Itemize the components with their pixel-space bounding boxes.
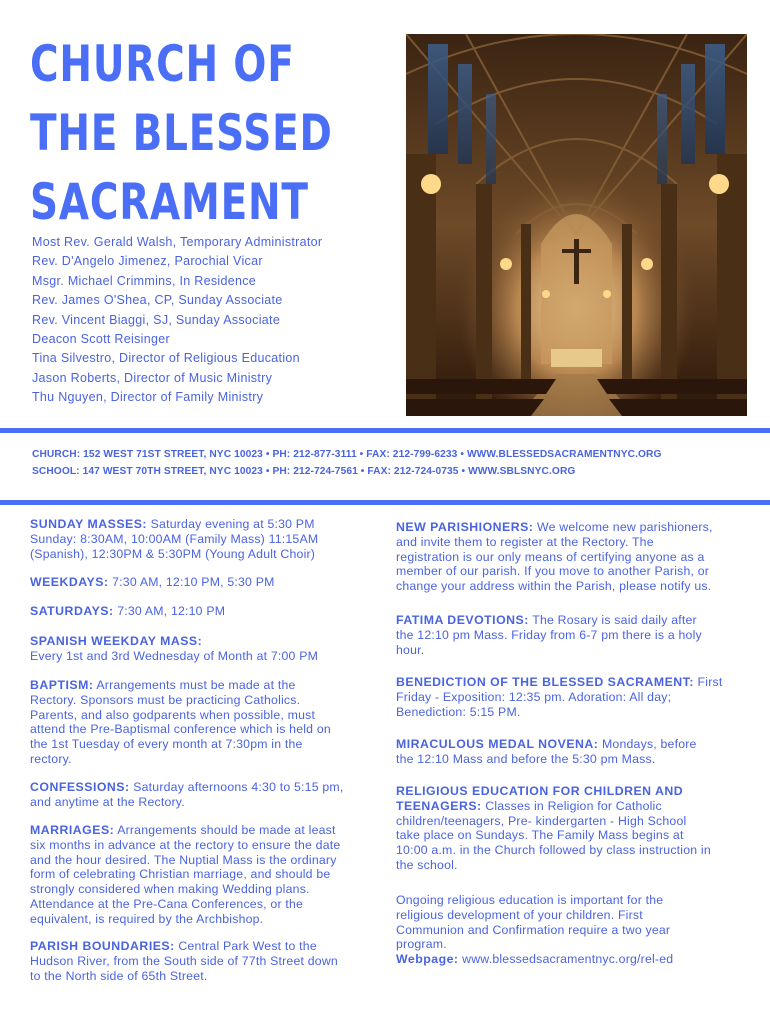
section-label: BAPTISM: <box>30 678 94 692</box>
section-text: Ongoing religious education is important for the <box>396 893 664 907</box>
marriages-section <box>30 823 378 927</box>
section-text: Rectory. Sponsors must be practicing Catholics. <box>30 692 301 707</box>
section-text: rectory. <box>30 751 72 766</box>
title-line: THE BLESSED <box>30 104 333 162</box>
section-text: children/teenagers, Pre- kindergarten - High School <box>396 813 687 828</box>
section-text: (Spanish), 12:30PM & 5:30PM (Young Adult Choir) <box>30 546 316 561</box>
section-text: hour. <box>396 642 425 657</box>
section-label: WEEKDAYS: <box>30 575 109 589</box>
section-text: the school. <box>396 857 458 872</box>
section-text: and invite them to register at the Rectory. The <box>396 534 654 549</box>
section-label: RELIGIOUS EDUCATION FOR CHILDREN AND <box>396 784 684 798</box>
section-text: Classes in Religion for Catholic <box>481 798 662 813</box>
section-text: Saturday afternoons 4:30 to 5:15 pm, <box>129 780 344 794</box>
section-label: CONFESSIONS: <box>30 780 130 794</box>
section-text: Saturday evening at 5:30 PM <box>147 517 315 531</box>
section-text: take place on Sundays. The Family Mass begins at <box>396 828 684 843</box>
section-text: equivalent, is required by the Archbishop. <box>30 911 264 926</box>
new-parishioners-section <box>396 520 748 594</box>
ongoing-education-section <box>396 893 748 967</box>
section-text: Every 1st and 3rd Wednesday of Month at 7:00 PM <box>30 648 319 663</box>
section-text: the 12:10 Mass and before the 5:30 pm Mass. <box>396 751 656 766</box>
page-title <box>30 30 333 237</box>
section-label: MIRACULOUS MEDAL NOVENA: <box>396 737 599 751</box>
section-text: to the North side of 65th Street. <box>30 968 208 983</box>
section-text: change your address within the Parish, please notify us. <box>396 579 712 594</box>
section-label: SATURDAYS: <box>30 604 114 618</box>
section-text: program. <box>396 937 447 952</box>
section-label: PARISH BOUNDARIES: <box>30 939 175 953</box>
section-text: We welcome new parishioners, <box>533 520 713 534</box>
top-divider <box>0 428 770 433</box>
baptism-section <box>30 678 378 767</box>
section-label: TEENAGERS: <box>396 798 482 813</box>
section-text: The Rosary is said daily after <box>528 613 697 627</box>
section-text: and anytime at the Rectory. <box>30 794 185 809</box>
section-label: MARRIAGES: <box>30 823 115 837</box>
section-text: Attendance at the Pre-Cana Conferences, or the <box>30 896 304 911</box>
section-text: First <box>693 675 723 689</box>
section-text: registration is our only means of certifying anyone as a <box>396 549 705 564</box>
religious-education-section <box>396 784 748 873</box>
section-text: Parents, and also godparents when possible, must <box>30 707 316 722</box>
saturdays-section <box>30 604 378 619</box>
parish-boundaries-section <box>30 939 378 983</box>
staff-list <box>32 233 392 408</box>
staff-item: Most Rev. Gerald Walsh, Temporary Administrator <box>32 235 323 249</box>
section-text: 7:30 AM, 12:10 PM <box>113 604 226 618</box>
section-text: 7:30 AM, 12:10 PM, 5:30 PM <box>108 575 275 589</box>
sunday-masses-section <box>30 517 378 561</box>
section-label: NEW PARISHIONERS: <box>396 520 534 534</box>
staff-item: Rev. D'Angelo Jimenez, Parochial Vicar <box>32 254 263 269</box>
staff-item: Jason Roberts, Director of Music Ministry <box>32 370 273 385</box>
bottom-divider <box>0 500 770 505</box>
staff-item: Deacon Scott Reisinger <box>32 332 170 347</box>
section-label: FATIMA DEVOTIONS: <box>396 613 529 627</box>
section-text: and the hour desired. The Nuptial Mass is the ordinary <box>30 852 337 867</box>
confessions-section <box>30 780 378 810</box>
section-text: six months in advance at the rectory to ensure the date <box>30 837 341 852</box>
section-text: Mondays, before <box>598 737 697 751</box>
webpage-label: Webpage: <box>396 952 459 967</box>
section-text: Arrangements should be made at least <box>114 823 336 837</box>
church-interior-photo <box>406 34 747 416</box>
fatima-devotions-section <box>396 613 748 657</box>
staff-item: Rev. James O'Shea, CP, Sunday Associate <box>32 293 283 308</box>
staff-item: Tina Silvestro, Director of Religious Education <box>32 351 300 366</box>
section-text: the 12:10 pm Mass. Friday from 6-7 pm there is a holy <box>396 627 702 642</box>
section-text: attend the Pre-Baptismal conference which is held on <box>30 722 331 737</box>
section-text: Hudson River, from the South side of 77th Street down <box>30 953 338 968</box>
section-text: religious development of your children. First <box>396 907 643 922</box>
section-text: Communion and Confirmation require a two year <box>396 922 671 937</box>
staff-item: Thu Nguyen, Director of Family Ministry <box>32 390 264 405</box>
section-text: Arrangements must be made at the <box>93 678 296 692</box>
miraculous-medal-section <box>396 737 748 767</box>
section-text: form of celebrating Christian marriage, and should be <box>30 867 331 882</box>
section-text: Friday - Exposition: 12:35 pm. Adoration: All day; <box>396 689 672 704</box>
spanish-mass-section <box>30 634 378 664</box>
title-line: SACRAMENT <box>30 173 309 231</box>
section-text: strongly considered when making Wedding plans. <box>30 882 310 897</box>
webpage-link[interactable]: www.blessedsacramentnyc.org/rel-ed <box>458 952 674 967</box>
church-contact-line: CHURCH: 152 WEST 71ST STREET, NYC 10023 • PH: 212-877-3111 • FAX: 212-799-6233 • WWW.BLESSEDSACRAMENTNYC.ORG <box>32 449 662 460</box>
weekdays-section <box>30 575 378 590</box>
section-text: member of our parish. If you move to another Parish, or <box>396 564 710 579</box>
section-text: Sunday: 8:30AM, 10:00AM (Family Mass) 11:15AM <box>30 531 319 546</box>
school-contact-line: SCHOOL: 147 WEST 70TH STREET, NYC 10023 • PH: 212-724-7561 • FAX: 212-724-0735 • WWW.SBLSNYC.ORG <box>32 466 576 477</box>
benediction-section <box>396 675 748 719</box>
title-line: CHURCH OF <box>30 35 295 93</box>
section-label: SUNDAY MASSES: <box>30 517 148 531</box>
section-label: BENEDICTION OF THE BLESSED SACRAMENT: <box>396 675 694 689</box>
section-text: Central Park West to the <box>174 939 317 953</box>
section-label: SPANISH WEEKDAY MASS: <box>30 634 203 648</box>
section-text: 10:00 a.m. in the Church followed by class instruction in <box>396 843 711 858</box>
staff-item: Msgr. Michael Crimmins, In Residence <box>32 273 257 288</box>
section-text: Benediction: 5:15 PM. <box>396 704 521 719</box>
section-text: the 1st Tuesday of every month at 7:30pm in the <box>30 737 303 752</box>
staff-item: Rev. Vincent Biaggi, SJ, Sunday Associate <box>32 312 281 327</box>
